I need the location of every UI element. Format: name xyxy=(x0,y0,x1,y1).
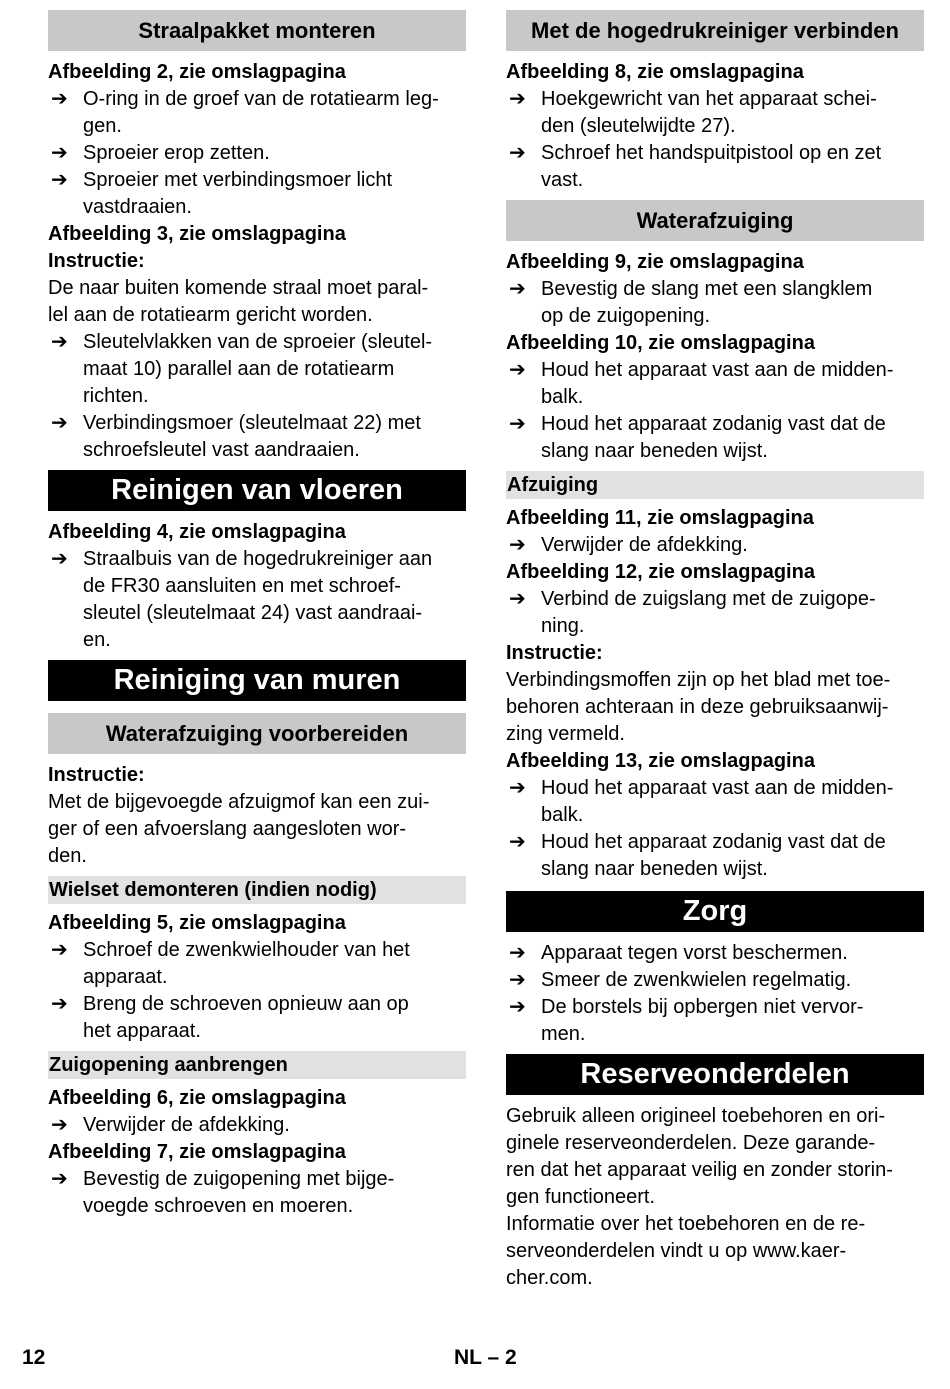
arrow-bullet-icon: ➔ xyxy=(509,831,526,853)
list-item xyxy=(48,410,466,464)
left-column xyxy=(48,10,466,1220)
list-item xyxy=(506,940,924,967)
text-line: Smeer de zwenkwielen regelmatig. xyxy=(541,969,852,991)
text-line: Houd het apparaat zodanig vast dat de xyxy=(541,413,886,435)
text-line: den (sleutelwijdte 27). xyxy=(541,115,736,137)
text-line: ger of een afvoerslang aangesloten wor- xyxy=(48,818,407,840)
text-line: Verbind de zuigslang met de zuigope- xyxy=(541,588,876,610)
paragraph xyxy=(506,667,924,748)
text-line: zing vermeld. xyxy=(506,723,625,745)
arrow-bullet-icon: ➔ xyxy=(509,88,526,110)
arrow-bullet-icon: ➔ xyxy=(51,142,68,164)
text-line: serveonderdelen vindt u op www.kaer- xyxy=(506,1240,847,1262)
page-number: 12 xyxy=(22,1346,46,1369)
text-line: slang naar beneden wijst. xyxy=(541,858,768,880)
text-line: balk. xyxy=(541,804,584,826)
chapter-heading-muren: Reiniging van muren xyxy=(48,660,466,701)
text-line: Gebruik alleen origineel toebehoren en ori- xyxy=(506,1105,886,1127)
chapter-heading-vloeren: Reinigen van vloeren xyxy=(48,470,466,511)
text-line: Met de bijgevoegde afzuigmof kan een zui- xyxy=(48,791,430,813)
text-line: den. xyxy=(48,845,87,867)
text-line: voegde schroeven en moeren. xyxy=(83,1195,354,1217)
figure-ref: Afbeelding 13, zie omslagpagina xyxy=(506,750,815,772)
text-line: gen functioneert. xyxy=(506,1186,655,1208)
arrow-bullet-icon: ➔ xyxy=(509,142,526,164)
text-line: ginele reserveonderdelen. Deze garande- xyxy=(506,1132,876,1154)
section-heading-waterafzuiging-voorbereiden: Waterafzuiging voorbereiden xyxy=(48,713,466,754)
paragraph xyxy=(506,1211,924,1292)
text-line: schroefsleutel vast aandraaien. xyxy=(83,439,360,461)
section-heading-waterafzuiging: Waterafzuiging xyxy=(506,200,924,241)
figure-ref: Afbeelding 5, zie omslagpagina xyxy=(48,912,346,934)
text-line: Sproeier erop zetten. xyxy=(83,142,270,164)
section-heading-straalpakket: Straalpakket monteren xyxy=(48,10,466,51)
text-line: apparaat. xyxy=(83,966,168,988)
text-line: vast. xyxy=(541,169,584,191)
text-line: Breng de schroeven opnieuw aan op xyxy=(83,993,409,1015)
list-item xyxy=(506,357,924,411)
text-line: Verbindingsmoffen zijn op het blad met toe- xyxy=(506,669,891,691)
text-line: en. xyxy=(83,629,111,651)
figure-ref: Afbeelding 10, zie omslagpagina xyxy=(506,332,815,354)
arrow-bullet-icon: ➔ xyxy=(51,169,68,191)
text-line: De borstels bij opbergen niet vervor- xyxy=(541,996,864,1018)
text-line: O-ring in de groef van de rotatiearm leg- xyxy=(83,88,439,110)
list-item xyxy=(506,276,924,330)
figure-ref: Afbeelding 9, zie omslagpagina xyxy=(506,251,804,273)
paragraph xyxy=(48,789,466,870)
list-item xyxy=(506,586,924,640)
paragraph xyxy=(48,275,466,329)
text-line: Apparaat tegen vorst beschermen. xyxy=(541,942,848,964)
list-item xyxy=(48,546,466,654)
text-line: Informatie over het toebehoren en de re- xyxy=(506,1213,866,1235)
text-line: slang naar beneden wijst. xyxy=(541,440,768,462)
right-column xyxy=(506,10,924,1292)
arrow-bullet-icon: ➔ xyxy=(509,588,526,610)
text-line: de FR30 aansluiten en met schroef- xyxy=(83,575,401,597)
list-item xyxy=(48,167,466,221)
text-line: Houd het apparaat zodanig vast dat de xyxy=(541,831,886,853)
text-line: Sproeier met verbindingsmoer licht xyxy=(83,169,393,191)
list-item xyxy=(506,140,924,194)
list-item xyxy=(506,829,924,883)
arrow-bullet-icon: ➔ xyxy=(509,996,526,1018)
text-line: Bevestig de slang met een slangklem xyxy=(541,278,873,300)
arrow-bullet-icon: ➔ xyxy=(51,331,68,353)
subsection-heading-wielset: Wielset demonteren (indien nodig) xyxy=(48,876,466,904)
arrow-bullet-icon: ➔ xyxy=(51,88,68,110)
subsection-heading-zuigopening: Zuigopening aanbrengen xyxy=(48,1051,466,1079)
text-line: Verbindingsmoer (sleutelmaat 22) met xyxy=(83,412,421,434)
figure-ref: Afbeelding 7, zie omslagpagina xyxy=(48,1141,346,1163)
list-item xyxy=(48,140,466,167)
list-item xyxy=(48,991,466,1045)
text-line: Houd het apparaat vast aan de midden- xyxy=(541,777,894,799)
arrow-bullet-icon: ➔ xyxy=(51,412,68,434)
text-line: maat 10) parallel aan de rotatiearm xyxy=(83,358,395,380)
instruction-label: Instructie: xyxy=(506,642,603,664)
figure-ref: Afbeelding 6, zie omslagpagina xyxy=(48,1087,346,1109)
list-item xyxy=(506,967,924,994)
text-line: Schroef de zwenkwielhouder van het xyxy=(83,939,410,961)
list-item xyxy=(48,1112,466,1139)
arrow-bullet-icon: ➔ xyxy=(509,359,526,381)
text-line: behoren achteraan in deze gebruiksaanwij- xyxy=(506,696,889,718)
text-line: vastdraaien. xyxy=(83,196,192,218)
text-line: het apparaat. xyxy=(83,1020,201,1042)
figure-ref: Afbeelding 2, zie omslagpagina xyxy=(48,61,346,83)
text-line: Bevestig de zuigopening met bijge- xyxy=(83,1168,395,1190)
text-line: op de zuigopening. xyxy=(541,305,711,327)
arrow-bullet-icon: ➔ xyxy=(51,1168,68,1190)
list-item xyxy=(506,994,924,1048)
list-item xyxy=(48,86,466,140)
list-item xyxy=(506,411,924,465)
arrow-bullet-icon: ➔ xyxy=(509,942,526,964)
arrow-bullet-icon: ➔ xyxy=(51,939,68,961)
text-line: De naar buiten komende straal moet paral- xyxy=(48,277,429,299)
arrow-bullet-icon: ➔ xyxy=(509,278,526,300)
figure-ref: Afbeelding 8, zie omslagpagina xyxy=(506,61,804,83)
figure-ref: Afbeelding 12, zie omslagpagina xyxy=(506,561,815,583)
list-item xyxy=(506,775,924,829)
arrow-bullet-icon: ➔ xyxy=(509,777,526,799)
text-line: sleutel (sleutelmaat 24) vast aandraai- xyxy=(83,602,423,624)
text-line: Straalbuis van de hogedrukreiniger aan xyxy=(83,548,433,570)
list-item xyxy=(506,86,924,140)
text-line: Schroef het handspuitpistool op en zet xyxy=(541,142,882,164)
arrow-bullet-icon: ➔ xyxy=(51,993,68,1015)
list-item xyxy=(48,1166,466,1220)
instruction-label: Instructie: xyxy=(48,764,145,786)
arrow-bullet-icon: ➔ xyxy=(509,969,526,991)
chapter-heading-zorg: Zorg xyxy=(506,891,924,932)
text-line: Verwijder de afdekking. xyxy=(83,1114,290,1136)
text-line: Hoekgewricht van het apparaat schei- xyxy=(541,88,877,110)
text-line: ren dat het apparaat veilig en zonder storin- xyxy=(506,1159,893,1181)
text-line: richten. xyxy=(83,385,149,407)
text-line: Houd het apparaat vast aan de midden- xyxy=(541,359,894,381)
language-page-label: NL – 2 xyxy=(454,1346,517,1369)
text-line: ning. xyxy=(541,615,585,637)
arrow-bullet-icon: ➔ xyxy=(51,1114,68,1136)
paragraph xyxy=(506,1103,924,1211)
text-line: cher.com. xyxy=(506,1267,593,1289)
text-line: Verwijder de afdekking. xyxy=(541,534,748,556)
text-line: Sleutelvlakken van de sproeier (sleutel- xyxy=(83,331,433,353)
list-item xyxy=(48,329,466,410)
arrow-bullet-icon: ➔ xyxy=(509,534,526,556)
instruction-label: Instructie: xyxy=(48,250,145,272)
list-item xyxy=(506,532,924,559)
list-item xyxy=(48,937,466,991)
text-line: men. xyxy=(541,1023,586,1045)
text-line: gen. xyxy=(83,115,122,137)
arrow-bullet-icon: ➔ xyxy=(509,413,526,435)
chapter-heading-reserveonderdelen: Reserveonderdelen xyxy=(506,1054,924,1095)
figure-ref: Afbeelding 4, zie omslagpagina xyxy=(48,521,346,543)
text-line: lel aan de rotatiearm gericht worden. xyxy=(48,304,373,326)
subsection-heading-afzuiging: Afzuiging xyxy=(506,471,924,499)
figure-ref: Afbeelding 11, zie omslagpagina xyxy=(506,507,814,529)
text-line: balk. xyxy=(541,386,584,408)
section-heading-verbinden: Met de hogedrukreiniger verbinden xyxy=(506,10,924,51)
arrow-bullet-icon: ➔ xyxy=(51,548,68,570)
figure-ref: Afbeelding 3, zie omslagpagina xyxy=(48,223,346,245)
